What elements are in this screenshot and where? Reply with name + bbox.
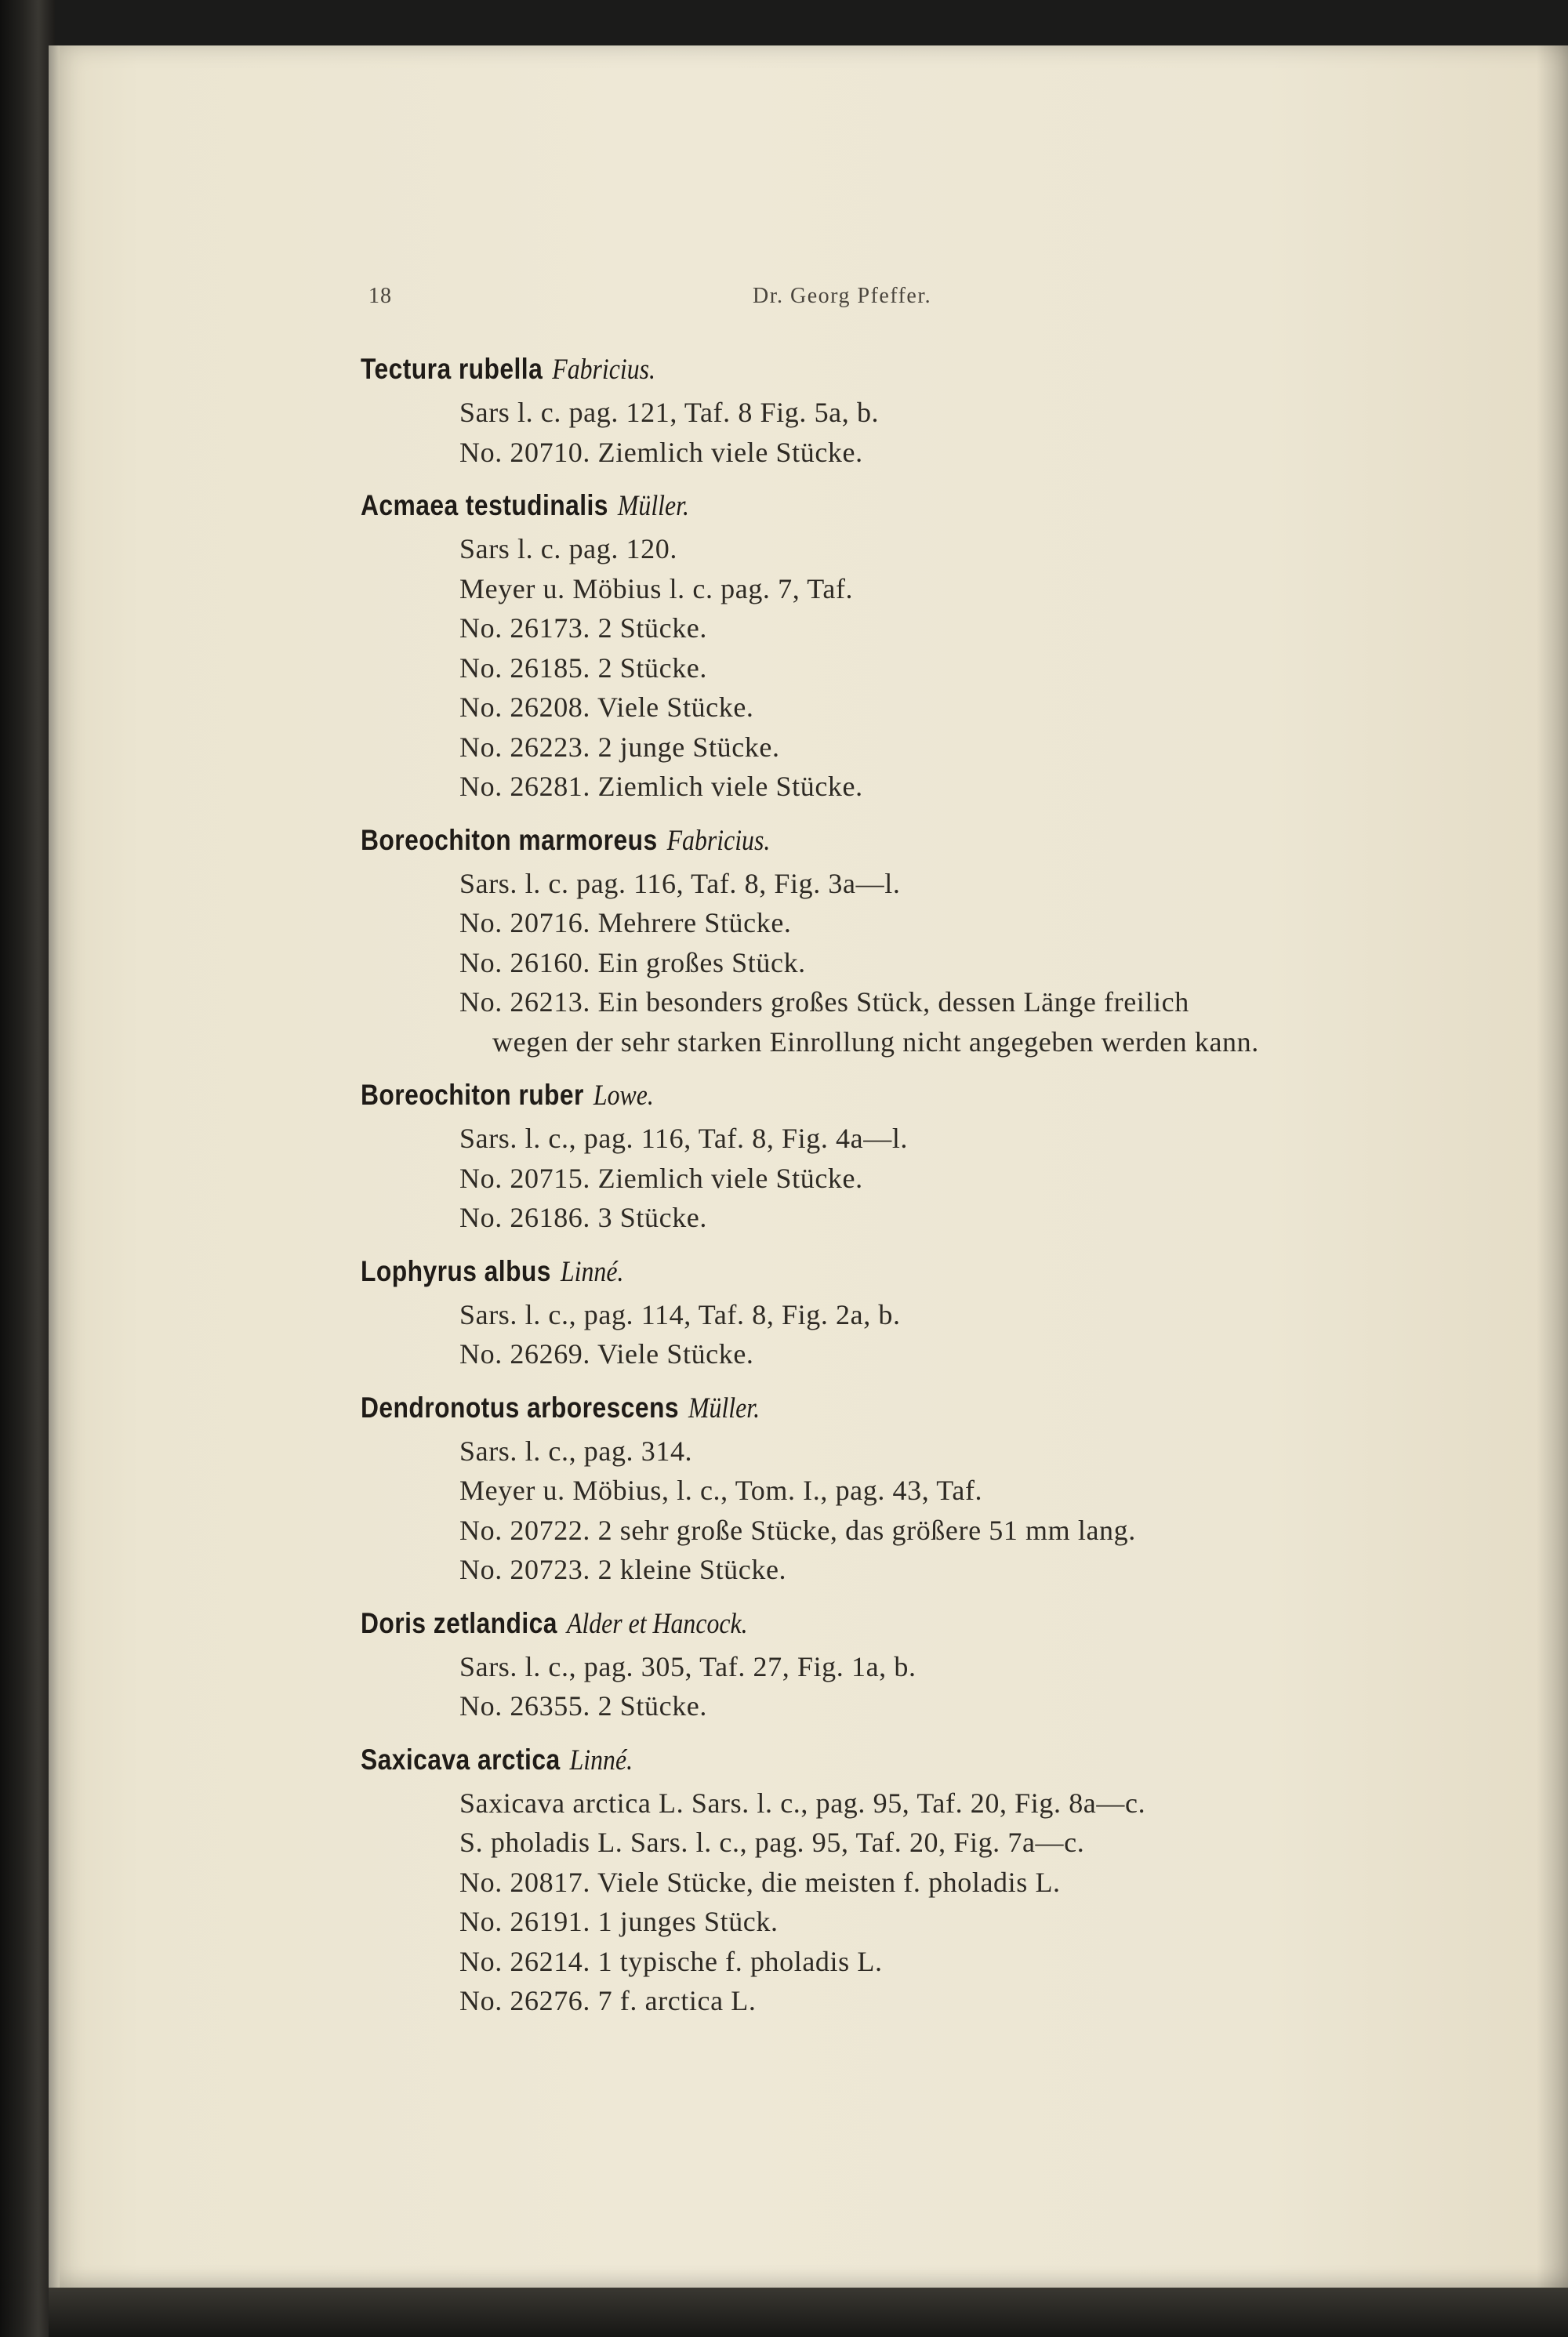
species-name: Boreochiton marmoreus — [361, 823, 658, 856]
specimen-line: Sars. l. c. pag. 116, Taf. 8, Fig. 3a—l. — [459, 867, 901, 899]
species-author: Müller. — [688, 1392, 760, 1424]
page-gutter-edge — [49, 45, 60, 2288]
species-author: Fabricius. — [552, 354, 655, 386]
species-name: Lophyrus albus — [361, 1254, 551, 1287]
specimen-line: No. 26281. Ziemlich viele Stücke. — [459, 771, 863, 802]
species-entry — [361, 1072, 1380, 1238]
specimen-line: Sars l. c. pag. 121, Taf. 8 Fig. 5a, b. — [459, 397, 880, 428]
specimen-line: Sars. l. c., pag. 116, Taf. 8, Fig. 4a—l. — [459, 1123, 909, 1154]
page-right-shadow — [1537, 45, 1568, 2288]
page-bottom-edge — [49, 2288, 1568, 2337]
specimen-line: Sars l. c. pag. 120. — [459, 533, 677, 564]
specimen-line: Meyer u. Möbius l. c. pag. 7, Taf. — [459, 572, 854, 604]
species-heading — [361, 818, 1237, 864]
species-heading — [361, 1737, 1237, 1784]
book-spine — [0, 0, 55, 2337]
specimen-line: No. 26185. 2 Stücke. — [459, 651, 707, 684]
species-heading — [361, 1072, 1237, 1119]
specimen-line: No. 26355. 2 Stücke. — [459, 1690, 707, 1722]
species-entry — [361, 483, 1380, 807]
specimen-line: No. 20723. 2 kleine Stücke. — [459, 1554, 787, 1585]
specimen-line: No. 26269. Viele Stücke. — [459, 1338, 754, 1370]
species-list — [361, 347, 1380, 2032]
species-heading — [361, 1385, 1237, 1432]
species-heading — [361, 347, 1237, 393]
specimen-line: No. 26214. 1 typische f. pholadis L. — [459, 1945, 883, 1977]
specimen-line: Sars. l. c., pag. 114, Taf. 8, Fig. 2a, b. — [459, 1298, 901, 1330]
specimen-line: Sars. l. c., pag. 314. — [459, 1435, 693, 1467]
specimen-line: No. 20715. Ziemlich viele Stücke. — [459, 1162, 863, 1194]
species-name: Doris zetlandica — [361, 1606, 557, 1639]
specimen-line: No. 26191. 1 junges Stück. — [459, 1906, 779, 1937]
page-header — [368, 284, 1396, 315]
species-author: Alder et Hancock. — [566, 1607, 748, 1640]
specimen-line: No. 26173. 2 Stücke. — [459, 612, 707, 644]
species-entry — [361, 1249, 1380, 1374]
species-name: Acmaea testudinalis — [361, 489, 608, 521]
species-entry — [361, 347, 1380, 472]
species-heading — [361, 1601, 1237, 1647]
species-author: Linné. — [569, 1744, 633, 1776]
species-author: Müller. — [617, 490, 689, 522]
specimen-line: No. 26186. 3 Stücke. — [459, 1202, 707, 1233]
specimen-line: No. 26160. Ein großes Stück. — [459, 946, 806, 978]
species-author: Fabricius. — [666, 824, 771, 857]
specimen-line: No. 26223. 2 junge Stücke. — [459, 731, 780, 763]
species-name: Dendronotus arborescens — [361, 1391, 679, 1424]
species-heading — [361, 483, 1237, 529]
specimen-line: No. 26213. Ein besonders großes Stück, dessen Länge freilich — [459, 986, 1189, 1018]
species-heading — [361, 1249, 1237, 1295]
species-author: Lowe. — [593, 1080, 654, 1112]
species-name: Tectura rubella — [361, 353, 543, 385]
specimen-line: No. 20716. Mehrere Stücke. — [459, 907, 792, 938]
specimen-line: Sars. l. c., pag. 305, Taf. 27, Fig. 1a, b. — [459, 1650, 916, 1682]
specimen-line: No. 20722. 2 sehr große Stücke, das größere 51 mm lang. — [459, 1514, 1136, 1546]
species-entry — [361, 1737, 1380, 2021]
page-number: 18 — [368, 284, 392, 308]
specimen-line: No. 26208. Viele Stücke. — [459, 691, 754, 723]
specimen-line: wegen der sehr starken Einrollung nicht angegeben werden kann. — [492, 1025, 1259, 1058]
species-name: Saxicava arctica — [361, 1743, 561, 1776]
specimen-line: No. 20710. Ziemlich viele Stücke. — [459, 436, 863, 468]
species-entry — [361, 1601, 1380, 1726]
specimen-line: No. 26276. 7 f. arctica L. — [459, 1985, 757, 2016]
running-head: Dr. Georg Pfeffer. — [753, 284, 932, 308]
species-author: Linné. — [560, 1255, 624, 1288]
specimen-line: Saxicava arctica L. Sars. l. c., pag. 95, Taf. 20, Fig. 8a—c. — [459, 1787, 1146, 1819]
species-entry — [361, 818, 1380, 1062]
species-name: Boreochiton ruber — [361, 1079, 584, 1111]
specimen-line: S. pholadis L. Sars. l. c., pag. 95, Taf. 20, Fig. 7a—c. — [459, 1827, 1085, 1858]
species-entry — [361, 1385, 1380, 1590]
specimen-line: Meyer u. Möbius, l. c., Tom. I., pag. 43, Taf. — [459, 1475, 983, 1506]
specimen-line: No. 20817. Viele Stücke, die meisten f. pholadis L. — [459, 1866, 1061, 1898]
